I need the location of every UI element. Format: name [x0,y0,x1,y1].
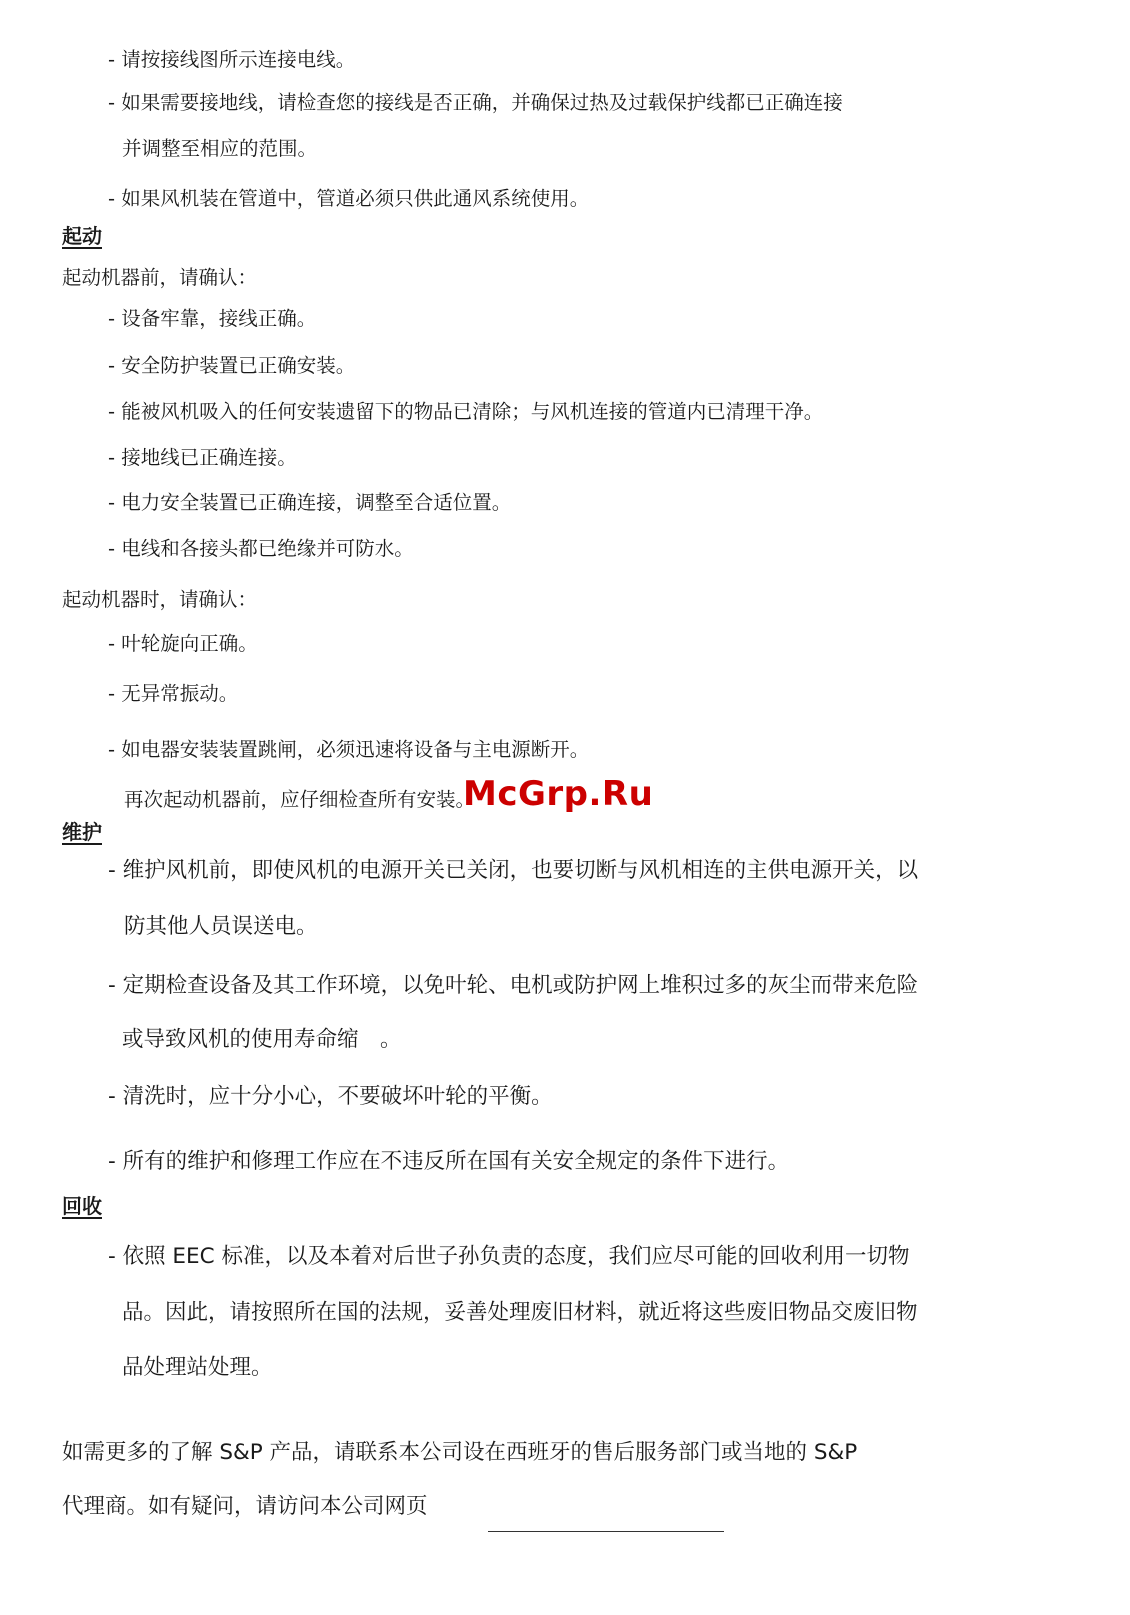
recycling-heading: 回收 [62,1194,102,1218]
startup-during-item-3: - 如电器安装装置跳闸，必须迅速将设备与主电源断开。 [108,738,590,761]
maintenance-item-2: - 定期检查设备及其工作环境，以免叶轮、电机或防护网上堆积过多的灰尘而带来危险 [108,973,919,998]
watermark: McGrp.Ru [463,774,654,814]
maintenance-heading: 维护 [62,820,102,844]
startup-during-item-2: - 无异常振动。 [108,682,239,705]
startup-heading: 起动 [62,224,102,248]
install-item-3: - 如果风机装在管道中，管道必须只供此通风系统使用。 [108,187,590,210]
maintenance-item-1: - 维护风机前，即使风机的电源开关已关闭，也要切断与风机相连的主供电源开关，以 [108,858,919,883]
install-item-2: - 如果需要接地线，请检查您的接线是否正确，并确保过热及过载保护线都已正确连接 [108,91,843,114]
startup-before-intro: 起动机器前，请确认： [62,266,258,289]
startup-during-item-3-cont: 再次起动机器前，应仔细检查所有安装。 [124,788,476,811]
install-item-1: - 请按接线图所示连接电线。 [108,48,356,71]
startup-during-item-1: - 叶轮旋向正确。 [108,632,258,655]
maintenance-item-2-cont: 或导致风机的使用寿命缩 。 [122,1027,402,1052]
startup-during-intro: 起动机器时，请确认： [62,588,258,611]
maintenance-item-4: - 所有的维护和修理工作应在不违反所在国有关安全规定的条件下进行。 [108,1149,790,1174]
website-blank-line [488,1531,724,1532]
startup-before-item-1: - 设备牢靠，接线正确。 [108,307,317,330]
recycling-item-1-cont-2: 品处理站处理。 [122,1355,273,1380]
footer-line-1: 如需更多的了解 S&P 产品，请联系本公司设在西班牙的售后服务部门或当地的 S&P [62,1440,858,1465]
recycling-item-1-cont-1: 品。因此，请按照所在国的法规，妥善处理废旧材料，就近将这些废旧物品交废旧物 [122,1300,918,1325]
startup-before-item-2: - 安全防护装置已正确安装。 [108,354,356,377]
maintenance-item-3: - 清洗时，应十分小心，不要破坏叶轮的平衡。 [108,1084,553,1109]
startup-before-item-4: - 接地线已正确连接。 [108,446,297,469]
footer-line-2: 代理商。如有疑问，请访问本公司网页 [62,1494,428,1519]
startup-before-item-3: - 能被风机吸入的任何安装遗留下的物品已清除；与风机连接的管道内已清理干净。 [108,400,824,423]
install-item-2-cont: 并调整至相应的范围。 [122,137,318,160]
maintenance-item-1-cont: 防其他人员误送电。 [124,914,318,939]
recycling-item-1: - 依照 EEC 标准，以及本着对后世子孙负责的态度，我们应尽可能的回收利用一切物 [108,1244,910,1269]
startup-before-item-5: - 电力安全装置已正确连接，调整至合适位置。 [108,491,512,514]
startup-before-item-6: - 电线和各接头都已绝缘并可防水。 [108,537,414,560]
